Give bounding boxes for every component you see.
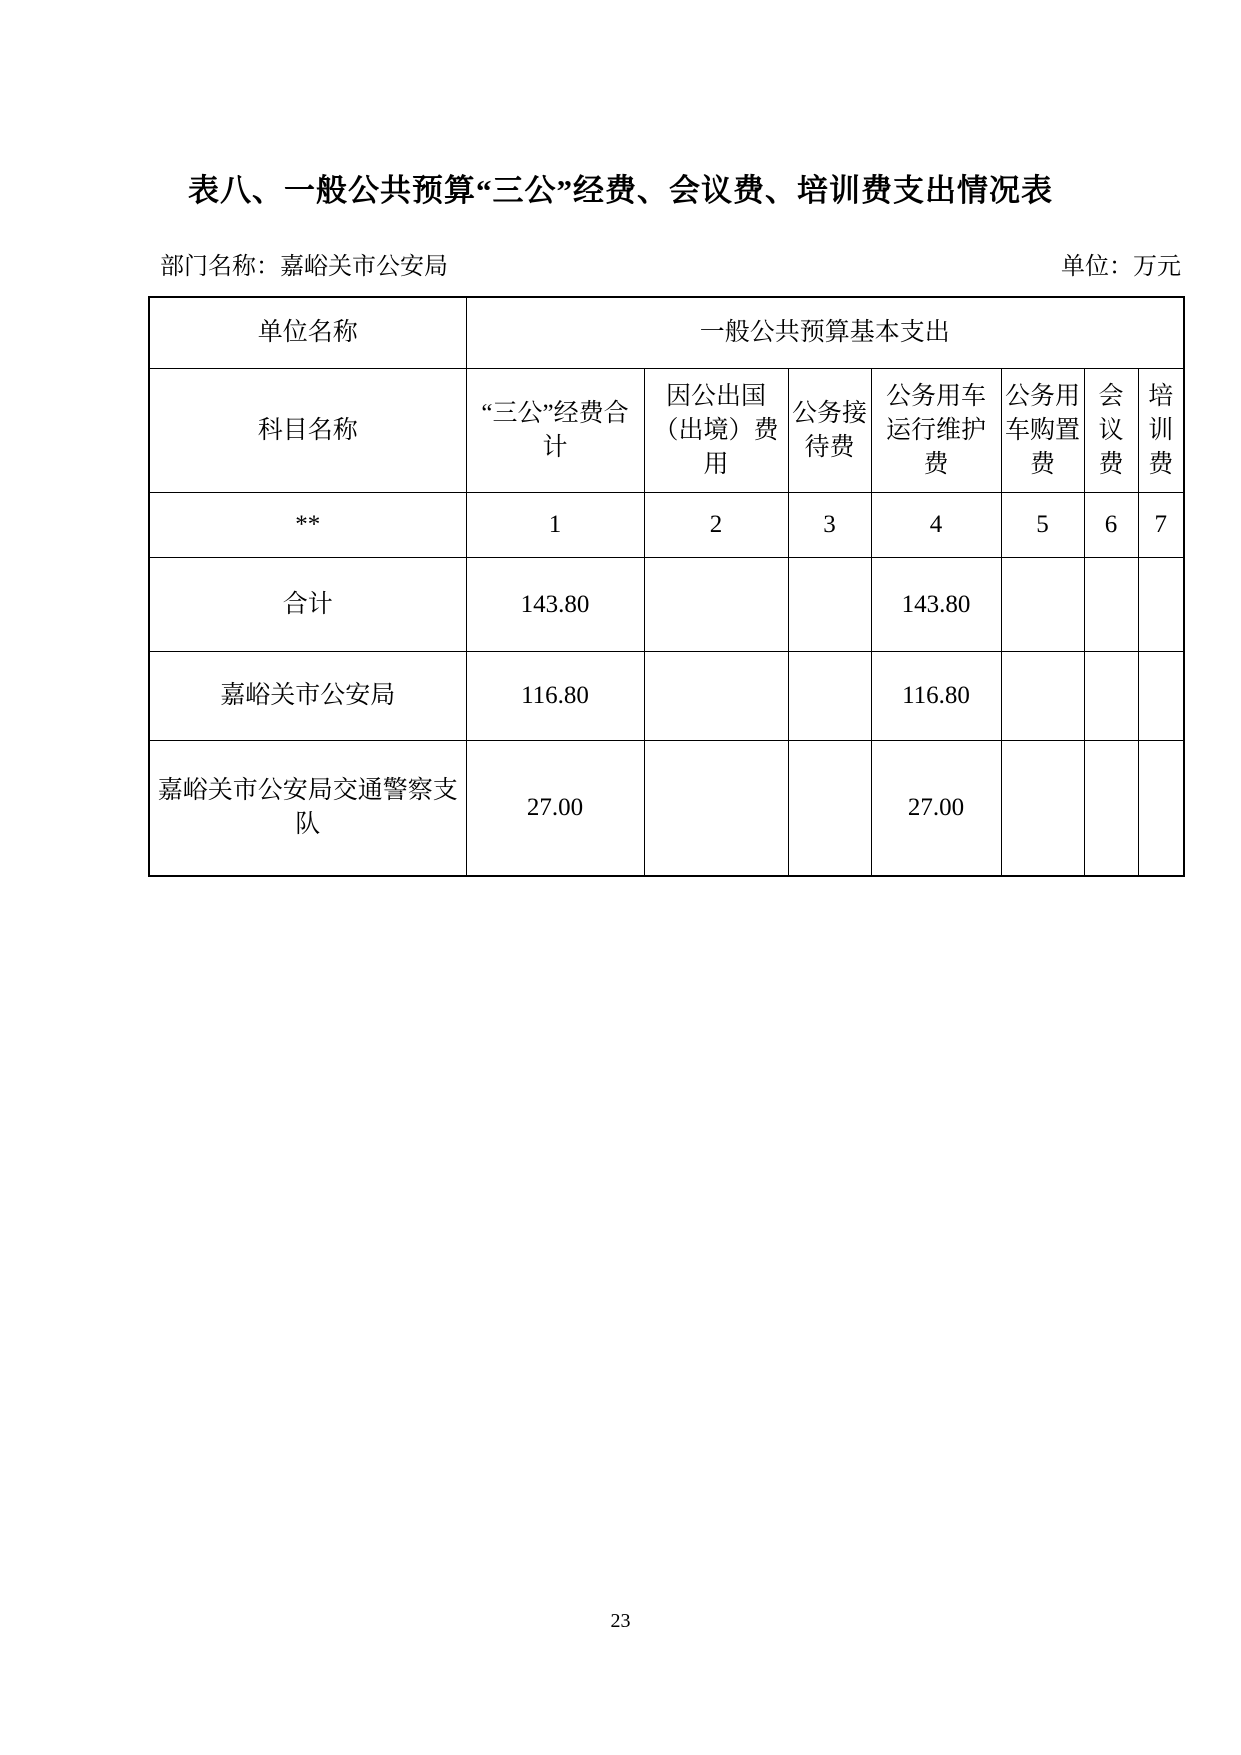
budget-table [148, 296, 1185, 877]
index-cell: 2 [644, 493, 788, 558]
header-cell-abroad-fee: 因公出国（出境）费用 [644, 369, 788, 493]
header-cell-vehicle-maintenance-fee: 公务用车运行维护费 [871, 369, 1001, 493]
value-cell: 116.80 [466, 652, 644, 741]
value-cell [644, 741, 788, 877]
table-header-row-2 [149, 369, 1184, 493]
value-cell [1084, 558, 1138, 652]
index-cell: 4 [871, 493, 1001, 558]
header-cell-meeting-fee: 会议费 [1084, 369, 1138, 493]
row-label: 嘉峪关市公安局交通警察支队 [149, 741, 466, 877]
page-title: 表八、一般公共预算“三公”经费、会议费、培训费支出情况表 [188, 173, 1053, 208]
value-cell [1084, 652, 1138, 741]
value-cell [1138, 558, 1184, 652]
table-row-bureau [149, 652, 1184, 741]
row-label: 合计 [149, 558, 466, 652]
unit-note [1061, 252, 1183, 282]
table-row-total [149, 558, 1184, 652]
index-cell: 5 [1001, 493, 1084, 558]
value-cell [644, 652, 788, 741]
value-cell: 27.00 [466, 741, 644, 877]
unit-value: 万元 [1133, 254, 1181, 280]
page-number: 23 [610, 1610, 631, 1632]
value-cell [644, 558, 788, 652]
row-label: 嘉峪关市公安局 [149, 652, 466, 741]
header-cell-three-public-total: “三公”经费合计 [466, 369, 644, 493]
value-cell [1001, 558, 1084, 652]
meta-row [148, 252, 1183, 282]
index-cell: 1 [466, 493, 644, 558]
department-label: 部门名称： [160, 254, 280, 280]
index-cell: 7 [1138, 493, 1184, 558]
index-cell: 6 [1084, 493, 1138, 558]
header-cell-subject-name: 科目名称 [149, 369, 466, 493]
value-cell [788, 652, 871, 741]
value-cell [1138, 741, 1184, 877]
header-cell-unit-name: 单位名称 [149, 297, 466, 369]
value-cell: 27.00 [871, 741, 1001, 877]
value-cell [1138, 652, 1184, 741]
value-cell [1001, 652, 1084, 741]
department-value: 嘉峪关市公安局 [280, 254, 448, 280]
value-cell [788, 741, 871, 877]
table-row-traffic-police [149, 741, 1184, 877]
index-cell: 3 [788, 493, 871, 558]
header-cell-vehicle-purchase-fee: 公务用车购置费 [1001, 369, 1084, 493]
table-header-row-1 [149, 297, 1184, 369]
value-cell [1001, 741, 1084, 877]
unit-label: 单位： [1061, 254, 1133, 280]
value-cell: 143.80 [871, 558, 1001, 652]
value-cell: 116.80 [871, 652, 1001, 741]
column-index-row [149, 493, 1184, 558]
value-cell [1084, 741, 1138, 877]
value-cell: 143.80 [466, 558, 644, 652]
header-cell-reception-fee: 公务接待费 [788, 369, 871, 493]
department-name [148, 252, 448, 282]
header-cell-training-fee: 培训费 [1138, 369, 1184, 493]
index-cell: ** [149, 493, 466, 558]
header-cell-budget-group: 一般公共预算基本支出 [466, 297, 1184, 369]
value-cell [788, 558, 871, 652]
